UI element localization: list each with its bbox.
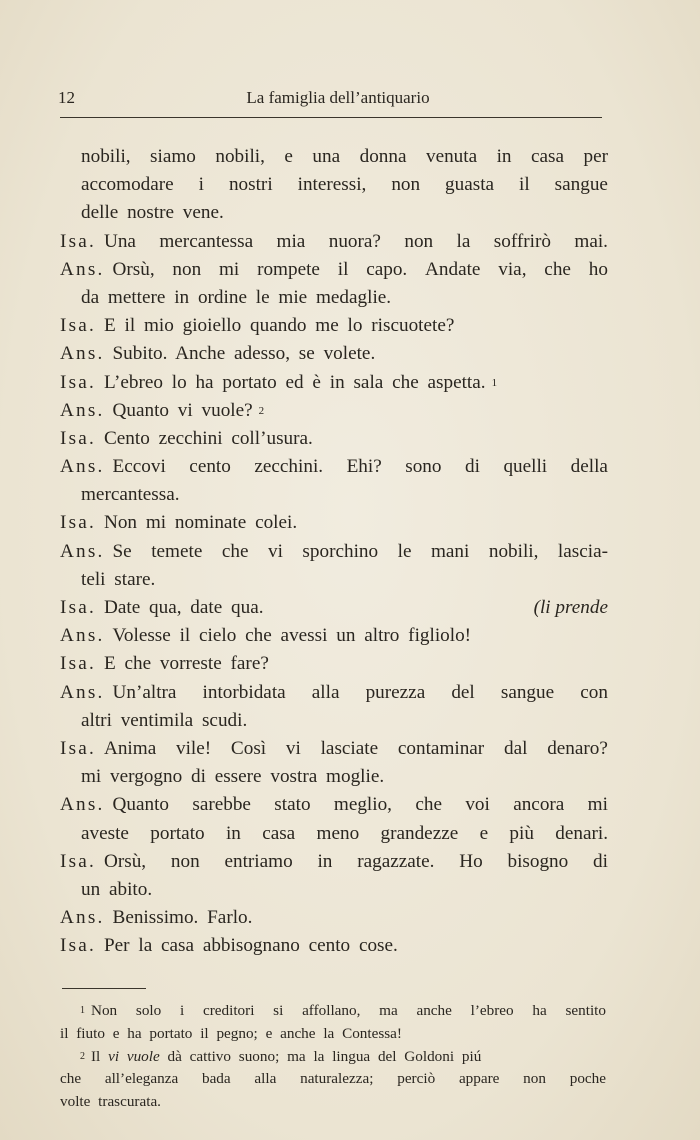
footnote-line <box>60 1091 606 1114</box>
line-text: Quanto vi vuole? <box>112 399 253 421</box>
line-text: Un’altra intorbidata alla purezza del sangue con <box>112 681 608 703</box>
dialogue-line <box>60 707 608 735</box>
footnote-line <box>60 1000 606 1023</box>
page-number: 12 <box>58 88 75 107</box>
line-text: Se temete che vi sporchino le mani nobili, lascia- <box>112 540 608 562</box>
line-text: altri ventimila scudi. <box>81 709 248 731</box>
line-text: teli stare. <box>81 568 156 590</box>
footnote-text: che all’eleganza bada alla naturalezza; perciò appare non poche <box>60 1070 606 1088</box>
speaker-label: Ans. <box>60 794 105 816</box>
footnote-reference: 2 <box>258 404 265 417</box>
dialogue-line <box>60 481 608 509</box>
line-text: Benissimo. Farlo. <box>112 907 253 929</box>
line-text: nobili, siamo nobili, e una donna venuta in casa per <box>81 146 608 167</box>
line-text: Date qua, date qua. <box>103 597 264 618</box>
dialogue-line <box>60 538 608 566</box>
speaker-label: Isa. <box>60 935 96 957</box>
dialogue-line <box>60 284 608 312</box>
line-text: un abito. <box>81 878 153 900</box>
dialogue-line <box>60 791 608 819</box>
line-text: L’ebreo lo ha portato ed è in sala che aspetta. <box>103 371 486 393</box>
running-title: La famiglia dell’antiquario <box>246 88 430 107</box>
footnote-mark: 2 <box>80 1050 85 1062</box>
footnote-line <box>60 1023 606 1046</box>
speaker-label: Ans. <box>60 456 105 478</box>
dialogue-line <box>60 932 608 960</box>
speaker-label: Ans. <box>60 399 105 421</box>
line-text: Anima vile! Così vi lasciate contaminar dal denaro? <box>103 737 608 759</box>
footnote-mark: 1 <box>80 1005 85 1016</box>
footnote-text: Non solo i creditori si affollano, ma anche l’ebreo ha sentito <box>91 1002 606 1019</box>
line-text: E il mio gioiello quando me lo riscuotete? <box>103 315 455 337</box>
speaker-label: Isa. <box>60 597 96 618</box>
footnote-reference: 1 <box>491 376 498 389</box>
speaker-label: Isa. <box>60 850 96 872</box>
line-text: mi vergogno di essere vostra moglie. <box>81 766 385 788</box>
dialogue-line <box>60 171 608 199</box>
dialogue-line <box>60 820 608 848</box>
line-text: E che vorreste fare? <box>103 653 269 675</box>
speaker-label: Ans. <box>60 625 105 647</box>
dialogue-line <box>60 763 608 791</box>
dialogue-line <box>60 425 608 453</box>
dialogue-line <box>60 256 608 284</box>
line-text: Quanto sarebbe stato meglio, che voi ancora mi <box>112 794 608 816</box>
dialogue-line <box>60 228 608 256</box>
dialogue-line <box>60 904 608 932</box>
speaker-label: Isa. <box>60 653 96 675</box>
line-text: da mettere in ordine le mie medaglie. <box>81 286 392 308</box>
speaker-label: Isa. <box>60 737 96 759</box>
dialogue-line <box>60 566 608 594</box>
footnote-line <box>60 1068 606 1091</box>
dialogue-line <box>60 199 608 227</box>
footnote-rule <box>62 988 146 989</box>
footnote-text <box>91 1046 481 1069</box>
footnote-italic-term: vi vuole <box>108 1047 160 1065</box>
speaker-label: Ans. <box>60 907 105 929</box>
dialogue-line <box>60 369 608 397</box>
dialogue-line <box>60 453 608 481</box>
line-text: aveste portato in casa meno grandezze e più denari. <box>81 822 608 844</box>
dialogue-line <box>60 735 608 763</box>
running-header <box>58 88 604 114</box>
speaker-label: Ans. <box>60 258 105 280</box>
dialogue-text <box>60 143 608 960</box>
speaker-label: Ans. <box>60 343 105 365</box>
footnote-text-prefix: Il <box>91 1047 109 1065</box>
dialogue-line <box>60 594 608 622</box>
dialogue-line <box>60 340 608 368</box>
dialogue-line <box>60 143 608 171</box>
line-text: Volesse il cielo che avessi un altro figliolo! <box>112 625 472 647</box>
speaker-label: Isa. <box>60 230 96 252</box>
dialogue-line <box>60 622 608 650</box>
line-text: accomodare i nostri interessi, non guasta il sangue <box>81 174 608 196</box>
speaker-label: Ans. <box>60 681 105 703</box>
line-text: Orsù, non entriamo in ragazzate. Ho bisogno di <box>103 850 608 872</box>
line-text: Subito. Anche adesso, se volete. <box>112 343 376 365</box>
line-text: Per la casa abbisognano cento cose. <box>103 935 398 957</box>
line-text: Eccovi cento zecchini. Ehi? sono di quelli della <box>112 456 608 478</box>
footnote-line <box>60 1046 606 1069</box>
dialogue-line <box>60 876 608 904</box>
header-rule <box>60 117 602 118</box>
dialogue-line <box>60 679 608 707</box>
stage-direction: (li prende <box>533 597 608 618</box>
speaker-label: Ans. <box>60 540 105 562</box>
speaker-label: Isa. <box>60 512 96 534</box>
line-text: delle nostre vene. <box>81 202 224 224</box>
line-text: Non mi nominate colei. <box>103 512 298 534</box>
footnote-text: il fiuto e ha portato il pegno; e anche la Contessa! <box>60 1024 402 1042</box>
speaker-label: Isa. <box>60 371 96 393</box>
dialogue-line <box>60 848 608 876</box>
line-text: Una mercantessa mia nuora? non la soffrirò mai. <box>103 230 608 252</box>
dialogue-line <box>60 509 608 537</box>
footnotes <box>60 1000 606 1114</box>
footnote-text-rest: dà cattivo suono; ma la lingua del Goldoni piú <box>159 1047 482 1065</box>
line-text: mercantessa. <box>81 484 180 506</box>
footnote-text: volte trascurata. <box>60 1093 161 1111</box>
speaker-label: Isa. <box>60 315 96 337</box>
line-text: Orsù, non mi rompete il capo. Andate via, che ho <box>112 258 608 280</box>
dialogue-line <box>60 650 608 678</box>
speaker-label: Isa. <box>60 427 96 449</box>
dialogue-line <box>60 312 608 340</box>
line-text: Cento zecchini coll’usura. <box>103 427 313 449</box>
dialogue-line <box>60 397 608 425</box>
